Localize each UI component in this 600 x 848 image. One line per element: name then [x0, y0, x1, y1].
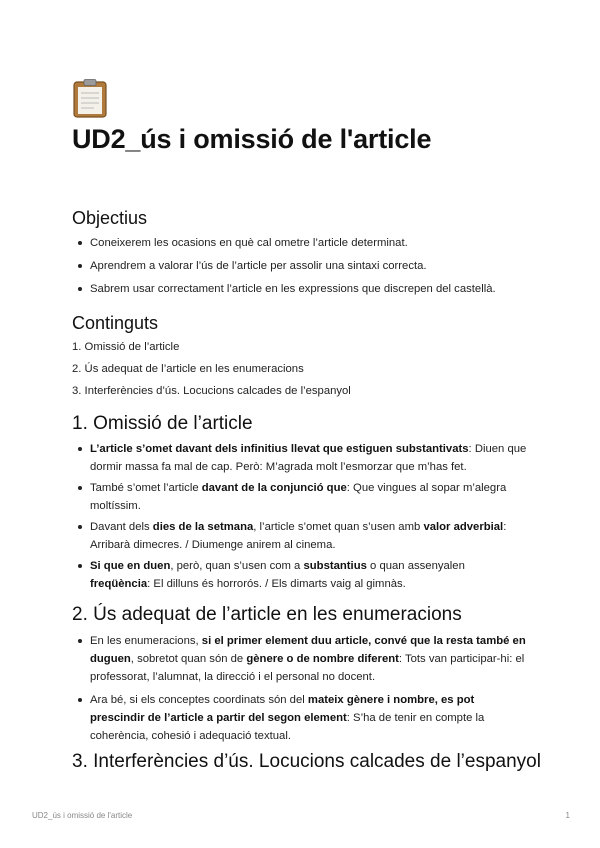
omissio-list [72, 440, 528, 593]
heading-omissio: 1. Omissió de l’article [72, 413, 253, 434]
list-item: Sabrem usar correctament l’article en les expressions que discrepen del castellà. [72, 280, 528, 298]
list-item: 2. Ús adequat de l’article en les enumeracions [72, 363, 304, 375]
page-title: UD2_ús i omissió de l'article [72, 124, 432, 154]
list-item: L’article s’omet davant dels infinitius llevat que estiguen substantivats: Diuen que dormir massa fa mal de cap. Però: M’agrada molt l’esmorzar que m’has fet. [72, 440, 528, 476]
enumeracions-list [72, 632, 528, 745]
objectius-list [72, 234, 528, 298]
list-item: 3. Interferències d’ús. Locucions calcades de l’espanyol [72, 385, 351, 397]
heading-interferencies: 3. Interferències d’ús. Locucions calcades de l’espanyol [72, 751, 541, 772]
footer-page-number: 1 [565, 811, 570, 820]
list-item: En les enumeracions, si el primer element duu article, convé que la resta també en duguen, sobretot quan són de gènere o de nombre diferent: Tots van participar-hi: el professorat, l’alumnat, la direcció i el personal no docent. [72, 632, 528, 686]
heading-continguts: Continguts [72, 313, 159, 333]
heading-enumeracions: 2. Ús adequat de l’article en les enumeracions [72, 604, 462, 625]
list-item: 1. Omissió de l’article [72, 341, 180, 353]
list-item: Ara bé, si els conceptes coordinats són del mateix gènere i nombre, es pot prescindir de l’article a partir del segon element: S’ha de tenir en compte la coherència, cohesió i adequació textual. [72, 691, 528, 745]
list-item: Si que en duen, però, quan s’usen com a substantius o quan assenyalen freqüència: El dilluns és horrorós. / Els dimarts vaig al gimnàs. [72, 557, 528, 593]
list-item: Coneixerem les ocasions en què cal ometre l’article determinat. [72, 234, 528, 252]
list-item: També s’omet l’article davant de la conjunció que: Que vingues al sopar m’alegra moltíssim. [72, 479, 528, 515]
list-item: Aprendrem a valorar l’ús de l’article per assolir una sintaxi correcta. [72, 257, 528, 275]
heading-objectius: Objectius [72, 208, 148, 228]
continguts-list [72, 338, 351, 400]
footer-doc-name: UD2_ús i omissió de l'article [32, 811, 133, 820]
list-item: Davant dels dies de la setmana, l’article s’omet quan s’usen amb valor adverbial: Arribarà dimecres. / Diumenge anirem al cinema. [72, 518, 528, 554]
clipboard-icon [72, 78, 108, 118]
